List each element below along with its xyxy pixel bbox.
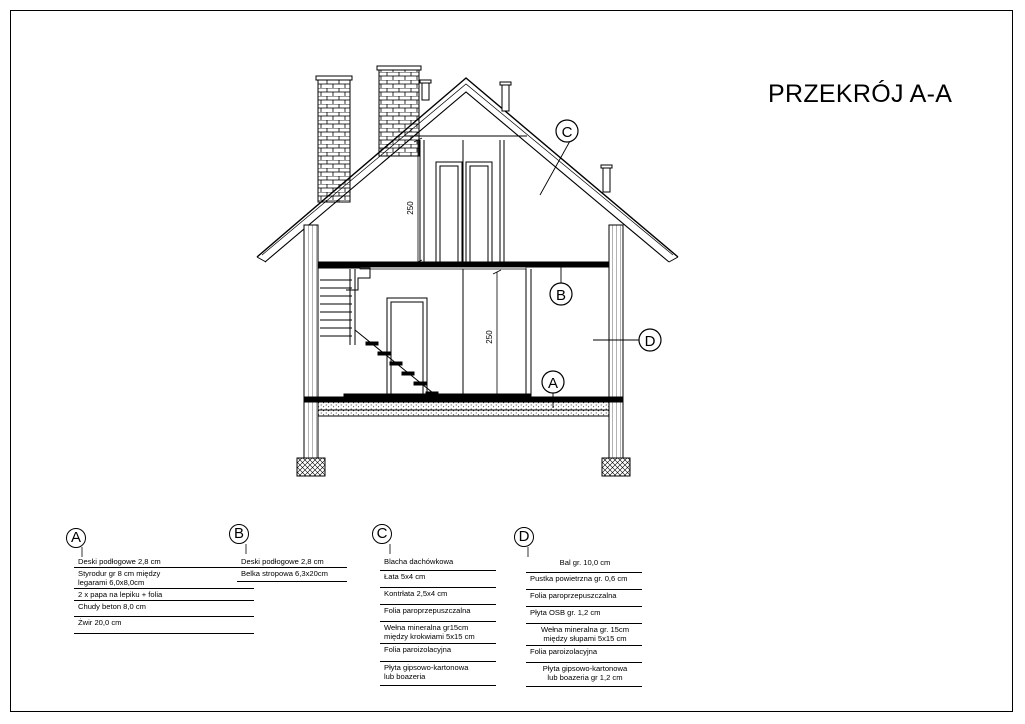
legend-c-rows: [380, 556, 496, 686]
stairs: [318, 268, 438, 397]
legend-b-row: Belka stropowa 6,3x20cm: [237, 568, 347, 582]
marker-d-label: D: [644, 333, 656, 350]
legend-a-row: Styrodur gr 8 cm między legarami 6,0x8,0cm: [74, 568, 254, 589]
legend-a-badge: A: [66, 528, 86, 548]
legend-b-rows: [237, 556, 347, 582]
legend-c-row: Folia paroizolacyjna: [380, 644, 496, 662]
legend-a-rows: [74, 556, 254, 634]
legend-c-row: Płyta gipsowo-kartonowa lub boazeria: [380, 662, 496, 686]
ground-floor: [350, 269, 531, 397]
legend-c-row: Łata 5x4 cm: [380, 571, 496, 588]
chimney-right: [377, 66, 421, 156]
marker-b: [550, 283, 572, 305]
legend-b-row: Deski podłogowe 2,8 cm: [237, 556, 347, 568]
legend-a-row: Deski podłogowe 2,8 cm: [74, 556, 254, 568]
legend-d-badge: D: [514, 527, 534, 547]
legend-a-row: 2 x papa na lepiku + folia: [74, 589, 254, 601]
leader-lines: [540, 141, 639, 408]
legend-a-row: Chudy beton 8,0 cm: [74, 601, 254, 617]
legend-b-badge: B: [229, 524, 249, 544]
ground-height-label: 250: [485, 330, 494, 344]
legend-c-row: Wełna mineralna gr15cm między krokwiami 5x15 cm: [380, 622, 496, 644]
legend-c-row: Blacha dachówkowa: [380, 556, 496, 571]
attic-height-label: 250: [406, 201, 415, 215]
marker-c: [556, 120, 578, 142]
legend-c-row: Folia paroprzepuszczalna: [380, 605, 496, 622]
legend-d-row: Pustka powietrzna gr. 0,6 cm: [526, 573, 642, 590]
marker-a: [542, 371, 564, 393]
marker-d: [639, 329, 661, 351]
floor-slab: [304, 394, 623, 416]
legend-d-row: Wełna mineralna gr. 15cm między słupami 5x15 cm: [526, 624, 642, 646]
marker-c-label: C: [561, 124, 573, 141]
legend-c-row: Kontrłata 2,5x4 cm: [380, 588, 496, 605]
marker-b-label: B: [555, 287, 567, 304]
legend-c-badge: C: [372, 524, 392, 544]
drawing-title: PRZEKRÓJ A-A: [768, 80, 953, 108]
attic-dimension: [414, 138, 422, 264]
legend-d-row: Płyta OSB gr. 1,2 cm: [526, 607, 642, 624]
ground-dimension: [493, 270, 501, 398]
legend-d-row: Płyta gipsowo-kartonowa lub boazeria gr 1,2 cm: [526, 663, 642, 687]
legend-d-row: Bal gr. 10,0 cm: [526, 557, 642, 573]
legend-d-row: Folia paroizolacyjna: [526, 646, 642, 663]
legend-d-row: Folia paroprzepuszczalna: [526, 590, 642, 607]
legend-d-rows: [526, 557, 642, 687]
chimney-left: [316, 76, 352, 202]
marker-a-label: A: [547, 375, 559, 392]
legend-a-row: Żwir 20,0 cm: [74, 617, 254, 634]
